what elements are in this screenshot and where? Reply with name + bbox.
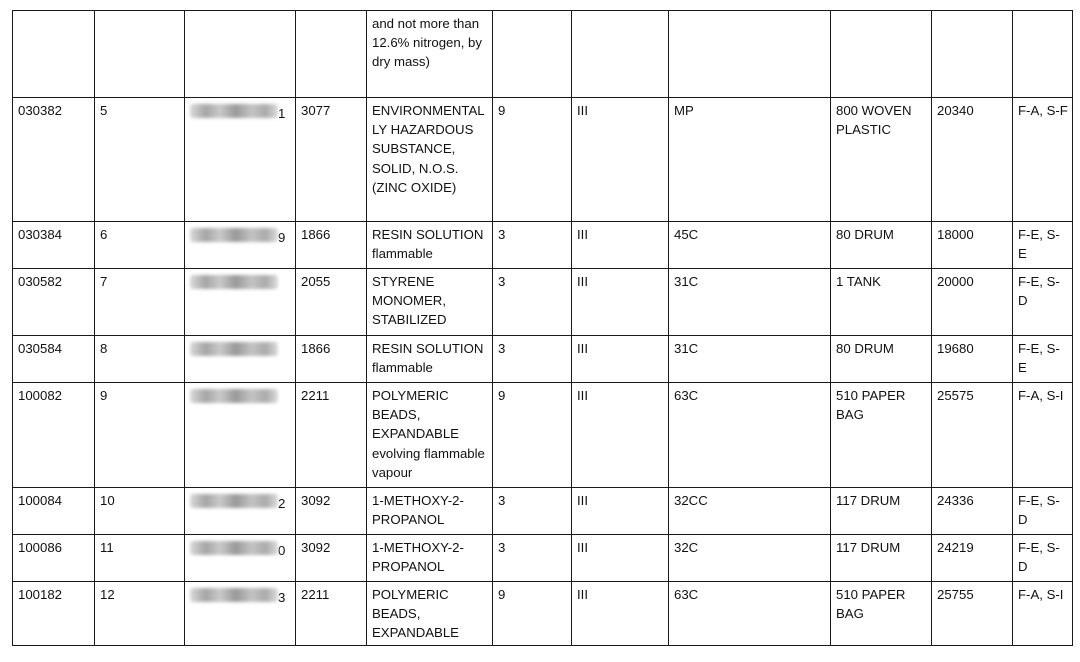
container-id-last-digit: 3 [278, 590, 286, 605]
package-cell: 117 DRUM [831, 488, 932, 535]
packing-group-cell: III [572, 488, 669, 535]
redacted-container-id [190, 494, 278, 508]
shipping-name-cell: 1-METHOXY-2-PROPANOL [367, 535, 493, 582]
package-cell: 510 PAPER BAG [831, 383, 932, 488]
code-cell [669, 11, 831, 98]
code-cell: 45C [669, 222, 831, 269]
seq-cell: 12 [95, 582, 185, 646]
package-cell: 1 TANK [831, 269, 932, 336]
container-cell [185, 383, 296, 488]
ems-cell: F-A, S-F [1013, 98, 1073, 222]
packing-group-cell: III [572, 222, 669, 269]
weight-cell: 18000 [932, 222, 1013, 269]
un-cell: 2055 [296, 269, 367, 336]
package-cell: 800 WOVEN PLASTIC [831, 98, 932, 222]
un-cell: 1866 [296, 336, 367, 383]
class-cell: 3 [493, 336, 572, 383]
weight-cell: 24336 [932, 488, 1013, 535]
ref-cell: 030584 [13, 336, 95, 383]
ems-cell: F-E, S-D [1013, 535, 1073, 582]
code-cell: 63C [669, 383, 831, 488]
weight-cell: 25575 [932, 383, 1013, 488]
code-cell: 32CC [669, 488, 831, 535]
class-cell: 3 [493, 269, 572, 336]
ems-cell: F-A, S-I [1013, 383, 1073, 488]
shipping-name-cell: and not more than 12.6% nitrogen, by dry mass) [367, 11, 493, 98]
un-cell: 3092 [296, 488, 367, 535]
weight-cell: 20000 [932, 269, 1013, 336]
container-cell [185, 336, 296, 383]
class-cell [493, 11, 572, 98]
package-cell: 117 DRUM [831, 535, 932, 582]
packing-group-cell [572, 11, 669, 98]
shipping-name-cell: STYRENE MONOMER, STABILIZED [367, 269, 493, 336]
container-id-last-digit: 9 [278, 230, 286, 245]
seq-cell: 6 [95, 222, 185, 269]
redacted-container-id [190, 389, 278, 403]
un-cell: 3092 [296, 535, 367, 582]
seq-cell: 9 [95, 383, 185, 488]
table-row [13, 535, 1073, 582]
ref-cell [13, 11, 95, 98]
un-cell: 1866 [296, 222, 367, 269]
un-cell: 2211 [296, 582, 367, 646]
package-cell: 510 PAPER BAG [831, 582, 932, 646]
packing-group-cell: III [572, 582, 669, 646]
class-cell: 3 [493, 488, 572, 535]
shipping-name-cell: RESIN SOLUTION flammable [367, 222, 493, 269]
container-cell [185, 488, 296, 535]
seq-cell: 5 [95, 98, 185, 222]
redacted-container-id [190, 588, 278, 602]
container-cell [185, 222, 296, 269]
ems-cell [1013, 11, 1073, 98]
ref-cell: 100182 [13, 582, 95, 646]
seq-cell: 11 [95, 535, 185, 582]
table-row [13, 383, 1073, 488]
packing-group-cell: III [572, 336, 669, 383]
ref-cell: 030582 [13, 269, 95, 336]
table-row [13, 336, 1073, 383]
shipping-name-cell: 1-METHOXY-2-PROPANOL [367, 488, 493, 535]
package-cell: 80 DRUM [831, 222, 932, 269]
redacted-container-id [190, 342, 278, 356]
package-cell [831, 11, 932, 98]
container-cell [185, 98, 296, 222]
ref-cell: 030382 [13, 98, 95, 222]
ems-cell: F-E, S-E [1013, 336, 1073, 383]
weight-cell: 25755 [932, 582, 1013, 646]
ems-cell: F-E, S-D [1013, 269, 1073, 336]
weight-cell: 19680 [932, 336, 1013, 383]
weight-cell [932, 11, 1013, 98]
seq-cell: 8 [95, 336, 185, 383]
redacted-container-id [190, 275, 278, 289]
packing-group-cell: III [572, 269, 669, 336]
code-cell: 32C [669, 535, 831, 582]
seq-cell [95, 11, 185, 98]
ems-cell: F-E, S-E [1013, 222, 1073, 269]
table-row [13, 98, 1073, 222]
table-row [13, 488, 1073, 535]
shipping-name-cell: RESIN SOLUTION flammable [367, 336, 493, 383]
seq-cell: 10 [95, 488, 185, 535]
ems-cell: F-E, S-D [1013, 488, 1073, 535]
redacted-container-id [190, 541, 278, 555]
seq-cell: 7 [95, 269, 185, 336]
ref-cell: 100086 [13, 535, 95, 582]
redacted-container-id [190, 104, 278, 118]
class-cell: 9 [493, 582, 572, 646]
packing-group-cell: III [572, 535, 669, 582]
un-cell: 2211 [296, 383, 367, 488]
shipping-name-cell: POLYMERIC BEADS, EXPANDABLE evolving flammable vapour [367, 383, 493, 488]
dangerous-goods-table [12, 10, 1073, 646]
container-id-last-digit: 2 [278, 496, 286, 511]
class-cell: 9 [493, 98, 572, 222]
shipping-name-cell: POLYMERIC BEADS, EXPANDABLE [367, 582, 493, 646]
container-cell [185, 269, 296, 336]
container-cell [185, 582, 296, 646]
container-cell [185, 535, 296, 582]
ref-cell: 030384 [13, 222, 95, 269]
code-cell: 63C [669, 582, 831, 646]
ems-cell: F-A, S-I [1013, 582, 1073, 646]
redacted-container-id [190, 228, 278, 242]
container-id-last-digit: 0 [278, 543, 286, 558]
class-cell: 3 [493, 222, 572, 269]
container-id-last-digit: 1 [278, 106, 286, 121]
package-cell: 80 DRUM [831, 336, 932, 383]
packing-group-cell: III [572, 383, 669, 488]
document-sheet [12, 10, 1072, 646]
code-cell: MP [669, 98, 831, 222]
table-row [13, 269, 1073, 336]
weight-cell: 20340 [932, 98, 1013, 222]
ref-cell: 100082 [13, 383, 95, 488]
code-cell: 31C [669, 336, 831, 383]
container-cell [185, 11, 296, 98]
ref-cell: 100084 [13, 488, 95, 535]
shipping-name-cell: ENVIRONMENTALLY HAZARDOUS SUBSTANCE, SOLID, N.O.S.(ZINC OXIDE) [367, 98, 493, 222]
packing-group-cell: III [572, 98, 669, 222]
table-row [13, 582, 1073, 646]
class-cell: 3 [493, 535, 572, 582]
table-row [13, 222, 1073, 269]
code-cell: 31C [669, 269, 831, 336]
un-cell [296, 11, 367, 98]
class-cell: 9 [493, 383, 572, 488]
table-row-continued [13, 11, 1073, 98]
un-cell: 3077 [296, 98, 367, 222]
weight-cell: 24219 [932, 535, 1013, 582]
